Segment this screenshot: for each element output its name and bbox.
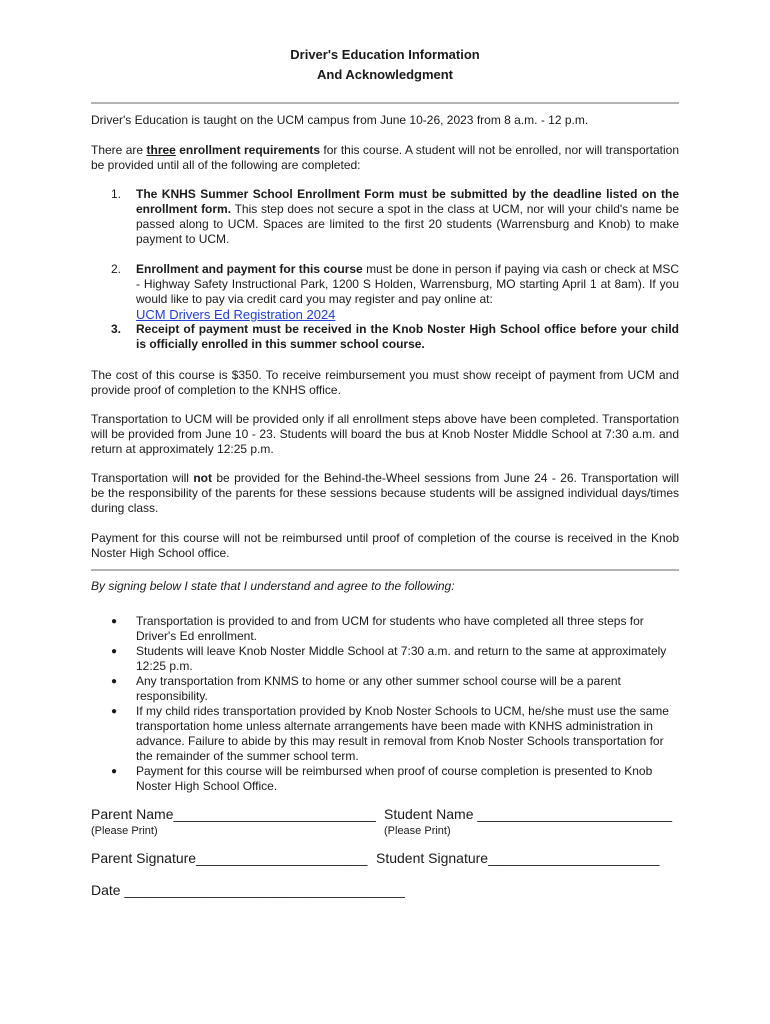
step-number: 1. xyxy=(111,187,122,201)
parent-name-field[interactable]: Parent Name__________________________ xyxy=(91,806,376,822)
document-title-line2: And Acknowledgment xyxy=(316,67,454,82)
requirements-paragraph xyxy=(91,143,679,173)
top-divider xyxy=(91,102,679,104)
requirements-post: for this course. A student will not be enrolled, nor will transportation be provided until all of the following are completed: xyxy=(91,143,679,172)
transport-2-pre: Transportation will xyxy=(91,471,194,485)
bullet-icon: ● xyxy=(111,616,118,627)
middle-divider xyxy=(91,569,679,571)
date-field[interactable]: Date ____________________________________ xyxy=(91,882,405,898)
step-text: must be done in person if paying via cash or check at MSC - Highway Safety Instructional Park, 1200 S Holden, Warrensburg, MO starting April 1 at 8am). If you would like to pay via credit card you may register and pay online at: xyxy=(136,262,679,306)
list-item-text: If my child rides transportation provided by Knob Noster Schools to UCM, he/she must use the same transportation home unless alternate arrangements have been made with KNHS administration in advance. Failure to abide by this may result in removal from Knob Noster Schools transportation for the remainder of the summer school term. xyxy=(136,704,669,763)
ucm-registration-link[interactable]: UCM Drivers Ed Registration 2024 xyxy=(136,307,336,322)
step-1 xyxy=(111,187,679,247)
bullet-icon: ● xyxy=(111,676,118,687)
list-item xyxy=(111,704,679,764)
payment-paragraph: Payment for this course will not be reimbursed until proof of completion of the course is received in the Knob Noster High School office. xyxy=(91,531,679,560)
step-number: 3. xyxy=(111,322,122,336)
list-item-text: Any transportation from KNMS to home or any other summer school course will be a parent responsibility. xyxy=(136,674,621,703)
list-item xyxy=(111,644,679,674)
list-item xyxy=(111,614,679,644)
list-item-text: Payment for this course will be reimbursed when proof of course completion is presented to Knob Noster High School Office. xyxy=(136,764,653,793)
transport-paragraph-1: Transportation to UCM will be provided only if all enrollment steps above have been completed. Transportation will be provided from June 10 - 23. Students will board the bus at Knob Noster Middle School at 7:30 a.m. and return at approximately 12:25 p.m. xyxy=(91,412,679,456)
agreement-list xyxy=(111,614,679,794)
step-2 xyxy=(111,262,679,323)
intro-paragraph: Driver's Education is taught on the UCM campus from June 10-26, 2023 from 8 a.m. - 12 p.m. xyxy=(91,113,589,127)
list-item xyxy=(111,674,679,704)
bullet-icon: ● xyxy=(111,766,118,777)
list-item-text: Transportation is provided to and from UCM for students who have completed all three steps for Driver's Ed enrollment. xyxy=(136,614,644,643)
student-signature-field[interactable]: Student Signature______________________ xyxy=(376,850,660,866)
transport-paragraph-2 xyxy=(91,471,679,516)
cost-paragraph: The cost of this course is $350. To receive reimbursement you must show receipt of payment from UCM and provide proof of completion to the KNHS office. xyxy=(91,368,679,397)
bullet-icon: ● xyxy=(111,706,118,717)
step-3 xyxy=(111,322,679,352)
bullet-icon: ● xyxy=(111,646,118,657)
document-title-line1: Driver's Education Information xyxy=(290,47,480,62)
step-bold-text: Receipt of payment must be received in the Knob Noster High School office before your child is officially enrolled in this summer school course. xyxy=(136,322,679,351)
step-text: This step does not secure a spot in the class at UCM, nor will your child's name be passed along to UCM. Spaces are limited to the first 20 students (Warrensburg and Knob) to make payment to UCM. xyxy=(136,202,679,246)
list-item xyxy=(111,764,679,794)
transport-2-post: be provided for the Behind-the-Wheel sessions from June 24 - 26. Transportation will be the responsibility of the parents for these sessions because students will be assigned individual days/times during class. xyxy=(91,471,679,515)
requirements-bold: enrollment requirements xyxy=(175,143,321,157)
step-bold-text: Enrollment and payment for this course xyxy=(136,262,363,276)
list-item-text: Students will leave Knob Noster Middle School at 7:30 a.m. and return to the same at approximately 12:25 p.m. xyxy=(136,644,667,673)
requirements-pre: There are xyxy=(91,143,147,157)
step-number: 2. xyxy=(111,262,122,276)
transport-2-bold: not xyxy=(193,471,212,485)
student-please-print: (Please Print) xyxy=(384,825,451,837)
step-bold-text: The KNHS Summer School Enrollment Form must be submitted by the deadline listed on the enrollment form. xyxy=(136,187,679,216)
parent-please-print: (Please Print) xyxy=(91,825,158,837)
student-name-field[interactable]: Student Name _________________________ xyxy=(384,806,673,822)
agreement-heading: By signing below I state that I understand and agree to the following: xyxy=(91,579,455,593)
parent-signature-field[interactable]: Parent Signature______________________ xyxy=(91,850,368,866)
requirements-three: three xyxy=(146,143,176,157)
